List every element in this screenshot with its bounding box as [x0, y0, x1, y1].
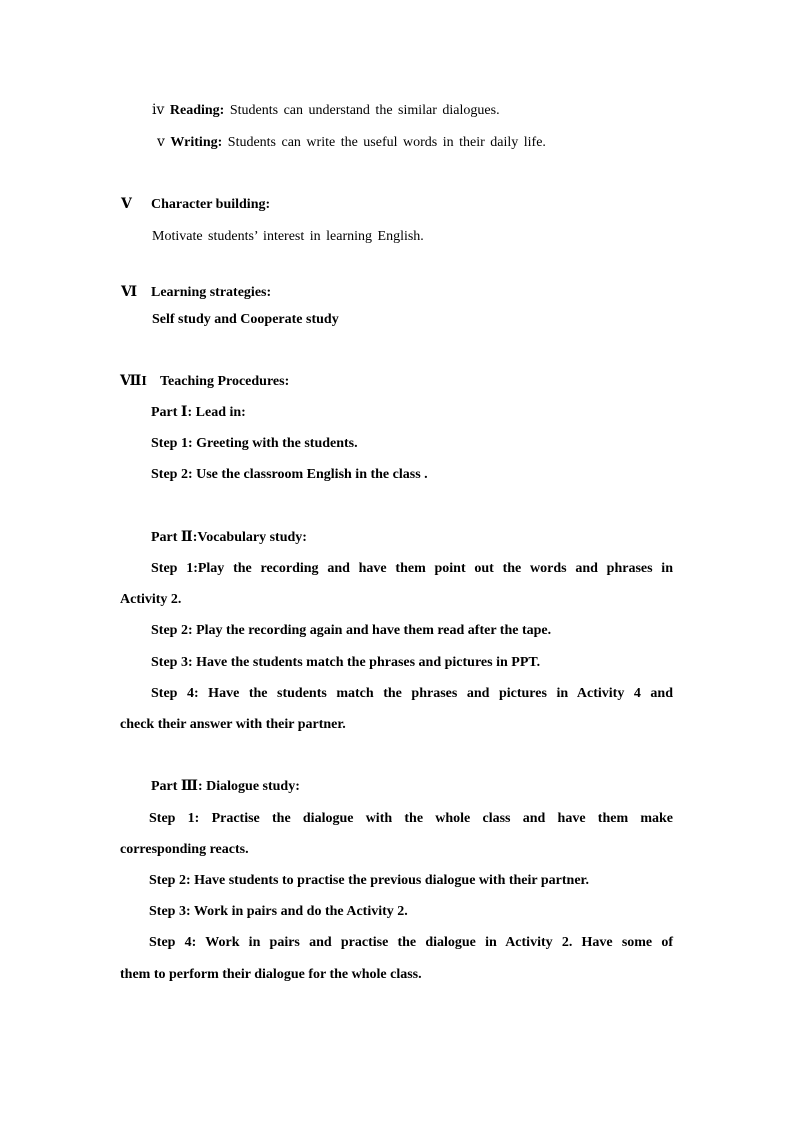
section-heading: Learning strategies:: [151, 285, 272, 300]
part2-step4-line1: Step 4: Have the students match the phrases and pictures in Activity 4 and: [151, 686, 673, 701]
part3-step1-line1: Step 1: Practise the dialogue with the whole class and have them make: [149, 811, 673, 826]
part2-step1-line2: Activity 2.: [120, 592, 182, 607]
part2-step3: Step 3: Have the students match the phrases and pictures in PPT.: [151, 655, 541, 670]
objective-reading-marker: ⅳ: [152, 103, 165, 118]
section-strategies-heading: [121, 283, 271, 303]
section-heading: Character building:: [151, 197, 271, 212]
part2-step4-line2: check their answer with their partner.: [120, 717, 346, 732]
objective-writing-text: Students can write the useful words in their daily life.: [227, 135, 546, 150]
character-text: Motivate students’ interest in learning English.: [152, 229, 424, 244]
part3-step1-line2: corresponding reacts.: [120, 842, 249, 857]
part3-step3: Step 3: Work in pairs and do the Activity 2.: [149, 904, 408, 919]
part1-step: Step 1: Greeting with the students.: [151, 436, 358, 451]
section-character-heading: [121, 195, 270, 215]
objective-writing: [157, 133, 546, 153]
part3-step4-line1: Step 4: Work in pairs and practise the dialogue in Activity 2. Have some of: [149, 935, 673, 950]
part3-step2: Step 2: Have students to practise the previous dialogue with their partner.: [149, 873, 589, 888]
section-numeral: ⅦI: [120, 374, 147, 389]
part1-title: Part Ⅰ: Lead in:: [151, 405, 246, 420]
section-heading: Teaching Procedures:: [160, 374, 290, 389]
objective-reading-label: Reading:: [169, 103, 225, 118]
part2-title: Part Ⅱ:Vocabulary study:: [151, 530, 307, 545]
part2-step1-line1: Step 1:Play the recording and have them point out the words and phrases in: [151, 561, 673, 576]
part3-title: Part Ⅲ: Dialogue study:: [151, 779, 300, 794]
part1-step: Step 2: Use the classroom English in the class .: [151, 467, 428, 482]
objective-writing-label: Writing:: [170, 135, 223, 150]
section-numeral: Ⅵ: [121, 285, 138, 300]
section-numeral: Ⅴ: [121, 197, 132, 212]
section-procedures-heading: [120, 372, 289, 392]
objective-writing-marker: ⅴ: [157, 135, 165, 150]
objective-reading-text: Students can understand the similar dialogues.: [229, 103, 500, 118]
part3-step4-line2: them to perform their dialogue for the whole class.: [120, 967, 422, 982]
part2-step2: Step 2: Play the recording again and have them read after the tape.: [151, 623, 552, 638]
objective-reading: [152, 101, 500, 121]
strategies-text: Self study and Cooperate study: [152, 312, 339, 327]
